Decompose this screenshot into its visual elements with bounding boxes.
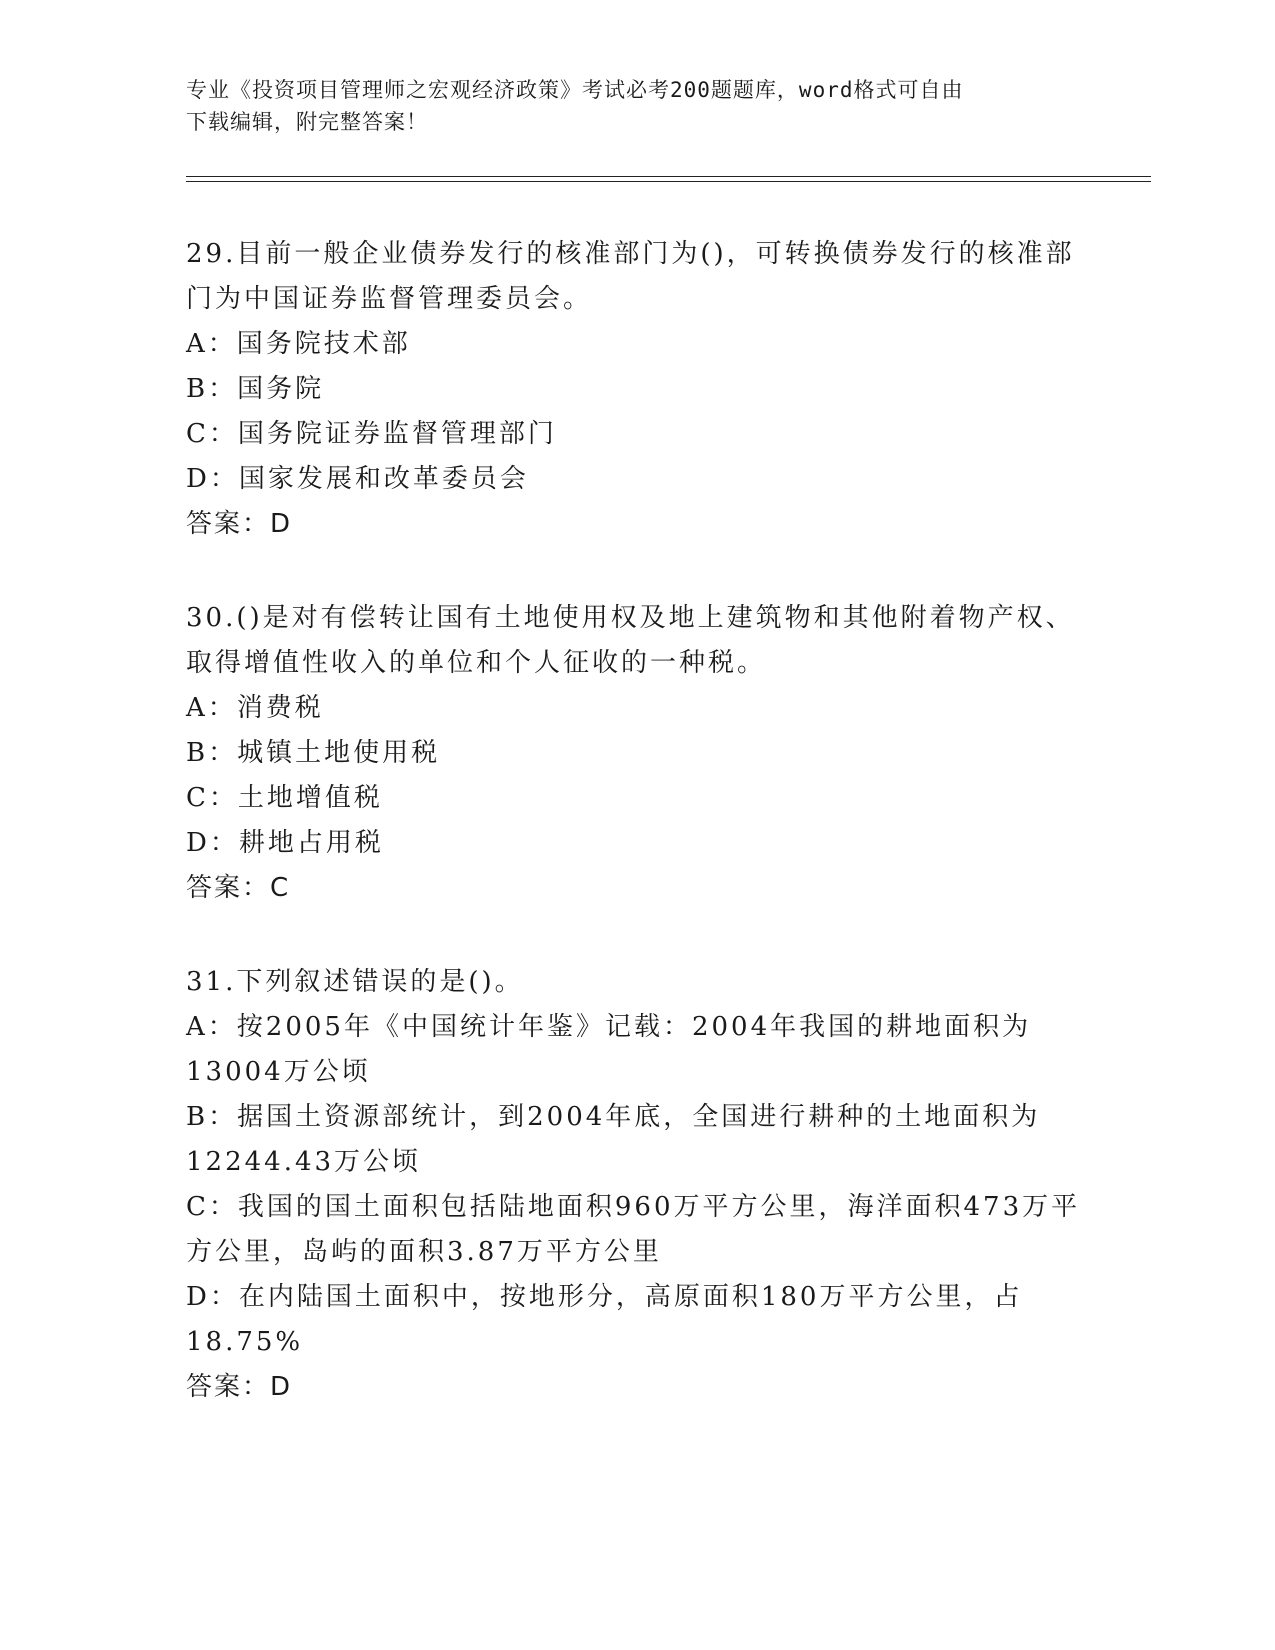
option-b-continued: 12244.43万公顷 <box>186 1147 422 1177</box>
option-b: B：城镇土地使用税 <box>186 738 441 768</box>
header-line-1: 专业《投资项目管理师之宏观经济政策》考试必考200题题库，word格式可自由 <box>186 78 964 102</box>
question-stem-line: 30.()是对有偿转让国有土地使用权及地上建筑物和其他附着物产权、 <box>186 603 1075 633</box>
option-b: B：国务院 <box>186 374 325 404</box>
option-c: C：土地增值税 <box>186 783 383 813</box>
question-stem-line: 29.目前一般企业债券发行的核准部门为()，可转换债券发行的核准部 <box>186 239 1075 269</box>
header-divider-top <box>186 176 1151 177</box>
option-c-continued: 方公里，岛屿的面积3.87万平方公里 <box>186 1237 662 1267</box>
option-b: B：据国土资源部统计，到2004年底，全国进行耕种的土地面积为 <box>186 1102 1041 1132</box>
answer-line: 答案：C <box>186 873 291 903</box>
option-d-continued: 18.75% <box>186 1327 304 1357</box>
question-30 <box>186 596 1086 911</box>
option-c: C：国务院证券监督管理部门 <box>186 419 557 449</box>
header-line-2: 下载编辑，附完整答案！ <box>186 110 428 134</box>
question-29 <box>186 232 1086 547</box>
answer-line: 答案：D <box>186 1372 293 1402</box>
option-c: C：我国的国土面积包括陆地面积960万平方公里，海洋面积473万平 <box>186 1192 1081 1222</box>
option-a: A：消费税 <box>186 693 324 723</box>
answer-line: 答案：D <box>186 509 293 539</box>
option-a-continued: 13004万公顷 <box>186 1057 371 1087</box>
question-stem-line: 31.下列叙述错误的是()。 <box>186 967 524 997</box>
question-stem-line: 取得增值性收入的单位和个人征收的一种税。 <box>186 648 767 678</box>
option-d: D：在内陆国土面积中，按地形分，高原面积180万平方公里，占 <box>186 1282 1023 1312</box>
option-d: D：国家发展和改革委员会 <box>186 464 529 494</box>
question-31 <box>186 960 1086 1410</box>
option-a: A：按2005年《中国统计年鉴》记载：2004年我国的耕地面积为 <box>186 1012 1032 1042</box>
document-header <box>186 74 1066 138</box>
option-d: D：耕地占用税 <box>186 828 384 858</box>
option-a: A：国务院技术部 <box>186 329 411 359</box>
question-stem-line: 门为中国证券监督管理委员会。 <box>186 284 593 314</box>
header-divider-bottom <box>186 181 1151 182</box>
